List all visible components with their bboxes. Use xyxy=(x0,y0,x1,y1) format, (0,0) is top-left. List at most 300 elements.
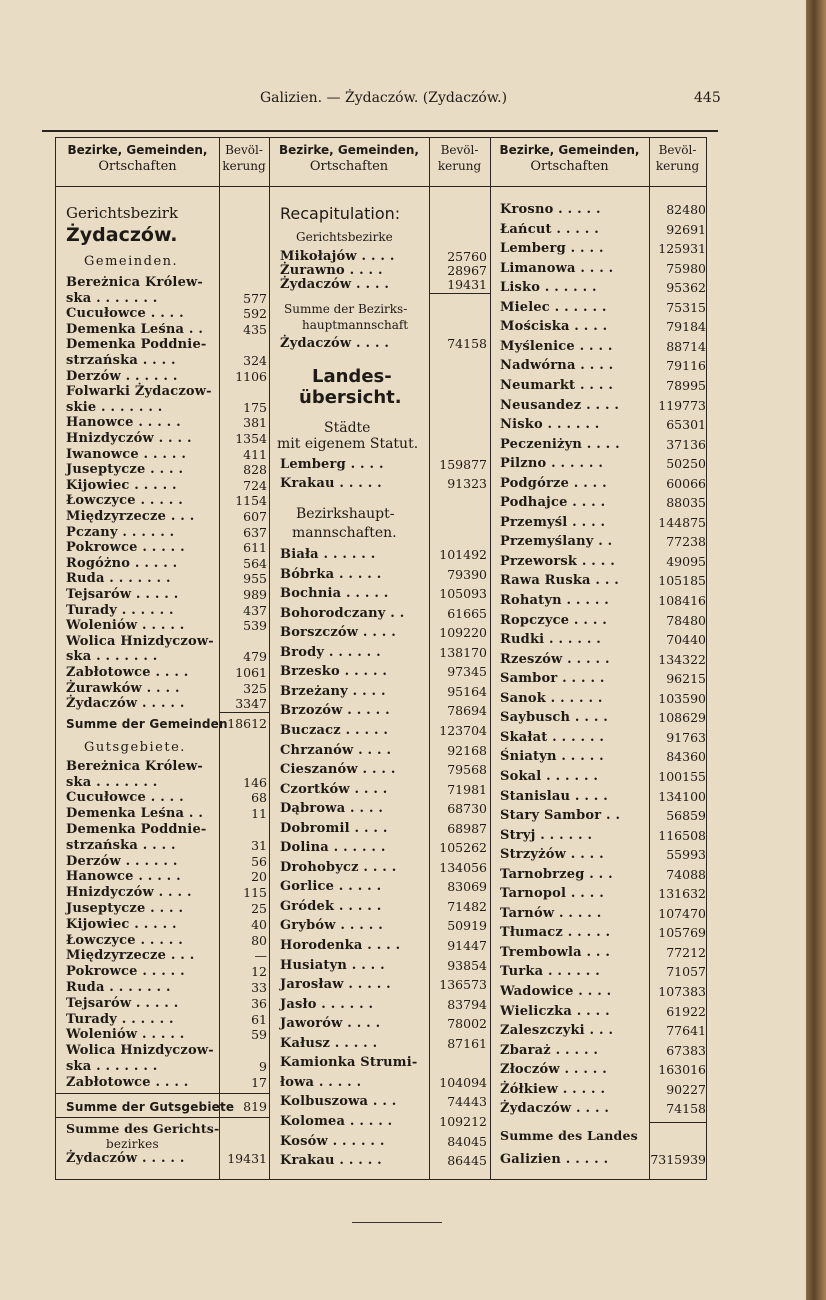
place-name: Mielec . . . . . . xyxy=(500,299,607,315)
table-row xyxy=(500,670,706,688)
population-value: 105185 xyxy=(658,573,706,589)
column-divider xyxy=(490,138,491,1179)
place-name: Podhajce . . . . xyxy=(500,495,606,511)
population-value: 325 xyxy=(243,680,267,696)
table-row xyxy=(500,651,706,669)
table-row xyxy=(280,761,487,779)
population-value: 108416 xyxy=(658,593,706,608)
place-name: skie . . . . . . . xyxy=(66,399,163,415)
place-name: Hanowce . . . . . xyxy=(66,869,181,885)
num-header-text: Bevöl- xyxy=(658,143,697,157)
place-name: Śniatyn . . . . . xyxy=(500,749,604,765)
population-value: 79390 xyxy=(447,566,487,582)
population-value: 109220 xyxy=(439,625,487,641)
staedte-heading-2: mit eigenem Statut. xyxy=(277,436,419,452)
name-header-sub: Ortschaften xyxy=(309,159,389,174)
population-value: 159877 xyxy=(439,457,487,472)
population-value: 25760 xyxy=(447,249,487,264)
table-row xyxy=(500,612,706,630)
place-name: Pilzno . . . . . . xyxy=(500,456,604,472)
sum-rule xyxy=(56,1093,269,1094)
table-row xyxy=(280,976,487,994)
table-row xyxy=(280,800,487,818)
population-value: 125931 xyxy=(658,241,706,257)
table-row xyxy=(500,924,706,942)
population-value: 68987 xyxy=(447,820,487,836)
place-name: Demenka Leśna . . xyxy=(66,321,204,337)
table-row xyxy=(280,742,487,760)
place-name: Derzów . . . . . . xyxy=(66,368,178,384)
population-value: 59 xyxy=(251,1027,267,1043)
table-row xyxy=(280,1054,487,1072)
sum-bezirk-value: 19431 xyxy=(227,1150,267,1166)
population-value: 1061 xyxy=(235,665,267,680)
table-row xyxy=(280,878,487,896)
table-row xyxy=(280,1093,487,1111)
table-row xyxy=(500,514,706,532)
population-value: — xyxy=(254,948,267,964)
place-name: Kałusz . . . . . xyxy=(280,1035,378,1051)
place-name: Gródek . . . . . xyxy=(280,898,382,914)
column-divider xyxy=(269,138,270,1179)
table-row xyxy=(500,455,706,473)
population-value: 592 xyxy=(243,306,267,322)
place-name: Międzyrzecze . . . xyxy=(66,509,195,524)
population-value: 50919 xyxy=(447,918,487,934)
num-header-sub: kerung xyxy=(655,159,700,173)
table-row xyxy=(500,768,706,786)
population-value: 68730 xyxy=(447,801,487,817)
table-row xyxy=(500,1022,706,1040)
gemeinden-heading: Gemeinden. xyxy=(84,254,179,269)
population-value: 92691 xyxy=(666,221,706,237)
population-value: 78480 xyxy=(666,612,706,628)
sum-rule xyxy=(429,293,490,294)
table-row xyxy=(280,605,487,623)
place-name: Krakau . . . . . xyxy=(280,476,382,491)
place-name: Bochnia . . . . . xyxy=(280,586,389,602)
place-name: Chrzanów . . . . xyxy=(280,742,392,758)
population-value: 55993 xyxy=(666,847,706,863)
place-name: Horodenka . . . . xyxy=(280,938,401,953)
population-value: 146 xyxy=(243,774,267,790)
population-value: 11 xyxy=(251,806,267,822)
place-name: Neusandez . . . . xyxy=(500,397,620,413)
population-value: 105262 xyxy=(439,840,487,856)
sum-rule xyxy=(649,1122,706,1123)
place-name: Żurawno . . . . xyxy=(280,263,383,278)
population-value: 88035 xyxy=(666,495,706,511)
population-value: 20 xyxy=(251,869,267,885)
table-row xyxy=(500,221,706,239)
place-name: Dolina . . . . . . xyxy=(280,840,386,856)
population-value: 134056 xyxy=(439,859,487,875)
population-value: 109212 xyxy=(439,1113,487,1129)
sum-haupt-label-1: Summe der Bezirks- xyxy=(284,302,408,316)
place-name: Hanowce . . . . . xyxy=(66,415,181,431)
place-name: ska . . . . . . . xyxy=(66,774,158,790)
population-value: 61665 xyxy=(447,605,487,621)
population-table xyxy=(55,137,707,1180)
table-row xyxy=(500,690,706,708)
place-name: Lisko . . . . . . xyxy=(500,280,597,296)
table-row xyxy=(280,683,487,701)
place-name: Biała . . . . . . xyxy=(280,547,376,562)
place-name: Tłumacz . . . . . xyxy=(500,925,611,941)
place-name: Sambor . . . . . xyxy=(500,671,605,687)
place-name: Iwanowce . . . . . xyxy=(66,446,187,462)
place-name: Żółkiew . . . . . xyxy=(500,1081,606,1097)
place-name: Strzyżów . . . . xyxy=(500,847,604,863)
population-value: 724 xyxy=(243,477,267,493)
place-name: Brzesko . . . . . xyxy=(280,664,388,680)
place-name: Jasło . . . . . . xyxy=(280,996,374,1012)
sum-bezirk-name: Żydaczów . . . . . xyxy=(66,1150,185,1166)
table-row xyxy=(500,377,706,395)
place-name: Pokrowce . . . . . xyxy=(66,540,185,556)
population-value: 17 xyxy=(251,1074,267,1090)
name-header-text: Bezirke, Gemeinden, xyxy=(67,143,208,157)
population-value: 77238 xyxy=(666,534,706,550)
table-row xyxy=(500,436,706,454)
place-name: Mościska . . . . xyxy=(500,319,608,335)
place-name: Rzeszów . . . . . xyxy=(500,651,610,667)
place-name: Rogóżno . . . . . xyxy=(66,555,178,571)
sum-haupt-name: Żydaczów . . . . xyxy=(280,336,390,351)
place-name: Złoczów . . . . . xyxy=(500,1062,607,1078)
table-row xyxy=(500,592,706,610)
place-name: Demenka Poddnie- xyxy=(66,822,207,837)
population-value: 56859 xyxy=(666,808,706,824)
place-name: Stary Sambor . . xyxy=(500,808,621,824)
population-value: 136573 xyxy=(439,977,487,993)
table-row xyxy=(280,276,487,294)
table-row xyxy=(500,279,706,297)
table-row xyxy=(500,240,706,258)
population-value: 101492 xyxy=(439,547,487,562)
population-value: 68 xyxy=(251,790,267,806)
population-value: 115 xyxy=(243,885,267,901)
population-value: 36 xyxy=(251,995,267,1011)
table-row xyxy=(500,983,706,1001)
landes-heading-1: Landes- xyxy=(312,366,392,387)
place-name: Zbaraż . . . . . xyxy=(500,1042,599,1058)
table-row xyxy=(280,839,487,857)
population-value: 93854 xyxy=(447,957,487,973)
place-name: Wolica Hnizdyczow- xyxy=(66,633,214,649)
table-row xyxy=(500,709,706,727)
population-value: 828 xyxy=(243,462,267,478)
place-name: Krosno . . . . . xyxy=(500,202,601,217)
name-header-sub: Ortschaften xyxy=(98,159,177,174)
place-name: Skałat . . . . . . xyxy=(500,729,605,745)
table-row xyxy=(280,917,487,935)
place-name: Drohobycz . . . . xyxy=(280,859,397,875)
table-row xyxy=(500,416,706,434)
population-value: 611 xyxy=(243,540,267,556)
place-name: Kolbuszowa . . . xyxy=(280,1094,397,1110)
sum-landes-label: Summe des Landes xyxy=(500,1127,638,1143)
sum-rule xyxy=(219,712,269,713)
place-name: Tejsarów . . . . . xyxy=(66,587,179,602)
population-value: 19431 xyxy=(447,277,487,292)
population-value: 96215 xyxy=(666,671,706,687)
population-value: 564 xyxy=(243,555,267,571)
population-value: 70440 xyxy=(666,632,706,648)
place-name: Przeworsk . . . . xyxy=(500,553,615,569)
place-name: Kosów . . . . . . xyxy=(280,1133,385,1149)
population-value: 134322 xyxy=(658,651,706,667)
place-name: Rohatyn . . . . . xyxy=(500,593,610,608)
population-value: 108629 xyxy=(658,710,706,726)
place-name: Stryj . . . . . . xyxy=(500,827,593,843)
table-row xyxy=(500,475,706,493)
population-value: 123704 xyxy=(439,722,487,738)
place-name: Tejsarów . . . . . xyxy=(66,995,179,1011)
place-name: Woleniów . . . . . xyxy=(66,618,185,634)
place-name: Borszczów . . . . xyxy=(280,625,396,641)
place-name: Saybusch . . . . xyxy=(500,710,608,726)
name-column-header xyxy=(269,142,429,175)
place-name: Lemberg . . . . xyxy=(500,241,604,257)
place-name: Sanok . . . . . . xyxy=(500,690,603,706)
population-value: 65301 xyxy=(666,417,706,433)
place-name: Kolomea . . . . . xyxy=(280,1113,393,1129)
place-name: Demenka Leśna . . xyxy=(66,806,204,822)
table-row xyxy=(500,944,706,962)
table-row xyxy=(500,533,706,551)
place-name: Pokrowce . . . . . xyxy=(66,964,185,980)
recap-subheading: Gerichtsbezirke xyxy=(296,230,393,244)
population-value: 75980 xyxy=(666,260,706,276)
table-row xyxy=(500,494,706,512)
place-name: Żydaczów . . . . xyxy=(500,1101,610,1117)
population-value: 95164 xyxy=(447,683,487,699)
sum-guts-value: 819 xyxy=(243,1098,267,1114)
table-row xyxy=(500,1042,706,1060)
place-name: Gorlice . . . . . xyxy=(280,879,382,895)
population-value: 437 xyxy=(243,602,267,618)
population-value: 71057 xyxy=(666,964,706,980)
table-row xyxy=(500,827,706,845)
bh-heading-2: mannschaften. xyxy=(292,525,397,541)
table-row xyxy=(280,1152,487,1170)
population-value: 84360 xyxy=(666,749,706,765)
table-row xyxy=(280,1015,487,1033)
gutsgebiete-heading: Gutsgebiete. xyxy=(84,739,186,755)
population-value: 144875 xyxy=(658,514,706,530)
place-name: Limanowa . . . . xyxy=(500,260,614,276)
sum-gemeinden-value: 18612 xyxy=(227,715,267,731)
population-value: 79116 xyxy=(666,358,706,374)
population-value: 79568 xyxy=(447,762,487,778)
place-name: Zabłotowce . . . . xyxy=(66,665,189,680)
place-name: Ruda . . . . . . . xyxy=(66,571,171,587)
place-name: Turka . . . . . . xyxy=(500,964,600,980)
sum-haupt-value: 74158 xyxy=(447,336,487,351)
place-name: Kijowiec . . . . . xyxy=(66,477,177,493)
population-value: 116508 xyxy=(658,827,706,843)
population-value: 435 xyxy=(243,321,267,337)
landes-heading-2: übersicht. xyxy=(299,387,402,408)
population-value: 79184 xyxy=(666,319,706,335)
sum-landes-name: Galizien . . . . . xyxy=(500,1151,609,1167)
sum-guts-label: Summe der Gutsgebiete xyxy=(66,1099,235,1114)
population-value: 637 xyxy=(243,524,267,540)
population-value: 134100 xyxy=(658,788,706,804)
population-value: 91447 xyxy=(447,938,487,953)
place-name: Wieliczka . . . . xyxy=(500,1003,610,1019)
population-value: 77641 xyxy=(666,1023,706,1039)
place-name: Podgórze . . . . xyxy=(500,475,607,491)
table-row xyxy=(500,866,706,884)
place-name: Turady . . . . . . xyxy=(66,1011,174,1027)
recapitulation-heading: Recapitulation: xyxy=(280,204,401,223)
population-value: 74443 xyxy=(447,1094,487,1110)
population-value: 91763 xyxy=(666,729,706,745)
table-row xyxy=(280,644,487,662)
table-row xyxy=(500,357,706,375)
num-header-text: Bevöl- xyxy=(440,143,479,157)
name-column-header xyxy=(490,142,649,175)
place-name: Zaleszczyki . . . xyxy=(500,1023,614,1039)
place-name: Wolica Hnizdyczow- xyxy=(66,1043,214,1059)
sum-bezirk-label-1: Summe des Gerichts- xyxy=(66,1120,220,1136)
place-name: ska . . . . . . . xyxy=(66,649,158,665)
place-name: łowa . . . . . xyxy=(280,1074,362,1090)
place-name: Trembowla . . . xyxy=(500,944,611,960)
footer-rule xyxy=(352,1222,442,1223)
table-row xyxy=(500,201,706,219)
population-value: 80 xyxy=(251,932,267,948)
place-name: Cieszanów . . . . xyxy=(280,762,396,778)
header-separator xyxy=(56,186,706,187)
table-row xyxy=(280,566,487,584)
place-name: Juseptycze . . . . xyxy=(66,462,184,478)
table-row xyxy=(280,937,487,955)
table-row xyxy=(500,846,706,864)
table-row xyxy=(500,748,706,766)
place-name: Tarnów . . . . . xyxy=(500,905,602,921)
page-edge xyxy=(806,0,826,1300)
table-row xyxy=(280,585,487,603)
population-value: 49095 xyxy=(666,553,706,569)
place-name: Ropczyce . . . . xyxy=(500,612,608,628)
place-name: Kijowiec . . . . . xyxy=(66,916,177,932)
place-name: Przemyślany . . xyxy=(500,534,613,550)
population-value: 87161 xyxy=(447,1035,487,1051)
population-value: 88714 xyxy=(666,338,706,354)
place-name: Sokal . . . . . . xyxy=(500,768,599,784)
place-name: Cucułowce . . . . xyxy=(66,306,184,322)
population-value: 40 xyxy=(251,916,267,932)
place-name: Cucułowce . . . . xyxy=(66,790,184,806)
table-row xyxy=(500,1100,706,1118)
population-value: 1354 xyxy=(235,431,267,446)
population-value: 107383 xyxy=(658,984,706,999)
place-name: strzańska . . . . xyxy=(66,353,176,368)
table-row xyxy=(500,788,706,806)
table-row xyxy=(280,663,487,681)
place-name: Bereżnica Królew- xyxy=(66,758,204,774)
table-row xyxy=(280,475,487,493)
table-row xyxy=(500,338,706,356)
population-value: 9 xyxy=(259,1059,267,1074)
population-value: 50250 xyxy=(666,456,706,472)
population-value: 119773 xyxy=(658,397,706,413)
population-value: 74088 xyxy=(666,866,706,882)
table-row xyxy=(66,695,267,713)
table-row xyxy=(500,553,706,571)
population-value: 163016 xyxy=(658,1062,706,1078)
population-value: 90227 xyxy=(666,1081,706,1097)
place-name: Nisko . . . . . . xyxy=(500,417,600,433)
place-name: Kamionka Strumi- xyxy=(280,1055,418,1071)
table-row xyxy=(280,1113,487,1131)
place-name: Juseptycze . . . . xyxy=(66,901,184,916)
population-value: 83794 xyxy=(447,996,487,1012)
place-name: ska . . . . . . . xyxy=(66,290,158,306)
place-name: Myślenice . . . . xyxy=(500,338,613,354)
population-value: 577 xyxy=(243,290,267,306)
population-value: 138170 xyxy=(439,644,487,660)
table-row xyxy=(500,299,706,317)
population-column-header xyxy=(429,142,490,174)
table-row xyxy=(500,963,706,981)
table-row xyxy=(500,905,706,923)
table-row xyxy=(500,631,706,649)
page-number: 445 xyxy=(694,90,721,106)
place-name: Grybów . . . . . xyxy=(280,918,383,934)
table-row xyxy=(66,1074,267,1092)
table-row xyxy=(280,781,487,799)
population-value: 82480 xyxy=(666,202,706,217)
table-row xyxy=(280,996,487,1014)
table-row xyxy=(500,807,706,825)
population-value: 86445 xyxy=(447,1153,487,1169)
population-value: 61922 xyxy=(666,1003,706,1019)
population-value: 103590 xyxy=(658,690,706,706)
place-name: Brody . . . . . . xyxy=(280,644,381,660)
place-name: Neumarkt . . . . xyxy=(500,377,614,393)
population-value: 71981 xyxy=(447,781,487,797)
place-name: Bóbrka . . . . . xyxy=(280,566,382,582)
population-value: 33 xyxy=(251,980,267,995)
table-row xyxy=(500,572,706,590)
population-value: 25 xyxy=(251,901,267,916)
place-name: Buczacz . . . . . xyxy=(280,722,389,738)
place-name: Stanislau . . . . xyxy=(500,788,608,804)
place-name: Turady . . . . . . xyxy=(66,602,174,618)
place-name: Rawa Ruska . . . xyxy=(500,573,620,589)
population-value: 3347 xyxy=(235,696,267,712)
place-name: Mikołajów . . . . xyxy=(280,249,395,264)
population-column-header xyxy=(649,142,706,174)
place-name: Tarnobrzeg . . . xyxy=(500,866,613,882)
place-name: Woleniów . . . . . xyxy=(66,1027,185,1043)
place-name: Wadowice . . . . xyxy=(500,984,612,999)
place-name: Krakau . . . . . xyxy=(280,1153,382,1169)
population-value: 100155 xyxy=(658,768,706,784)
population-value: 607 xyxy=(243,509,267,524)
table-row xyxy=(280,1133,487,1151)
population-column-header xyxy=(219,142,269,174)
population-value: 92168 xyxy=(447,742,487,758)
population-value: 61 xyxy=(251,1011,267,1027)
place-name: Pczany . . . . . . xyxy=(66,524,175,540)
population-value: 955 xyxy=(243,571,267,587)
place-name: Brzeżany . . . . xyxy=(280,683,386,699)
